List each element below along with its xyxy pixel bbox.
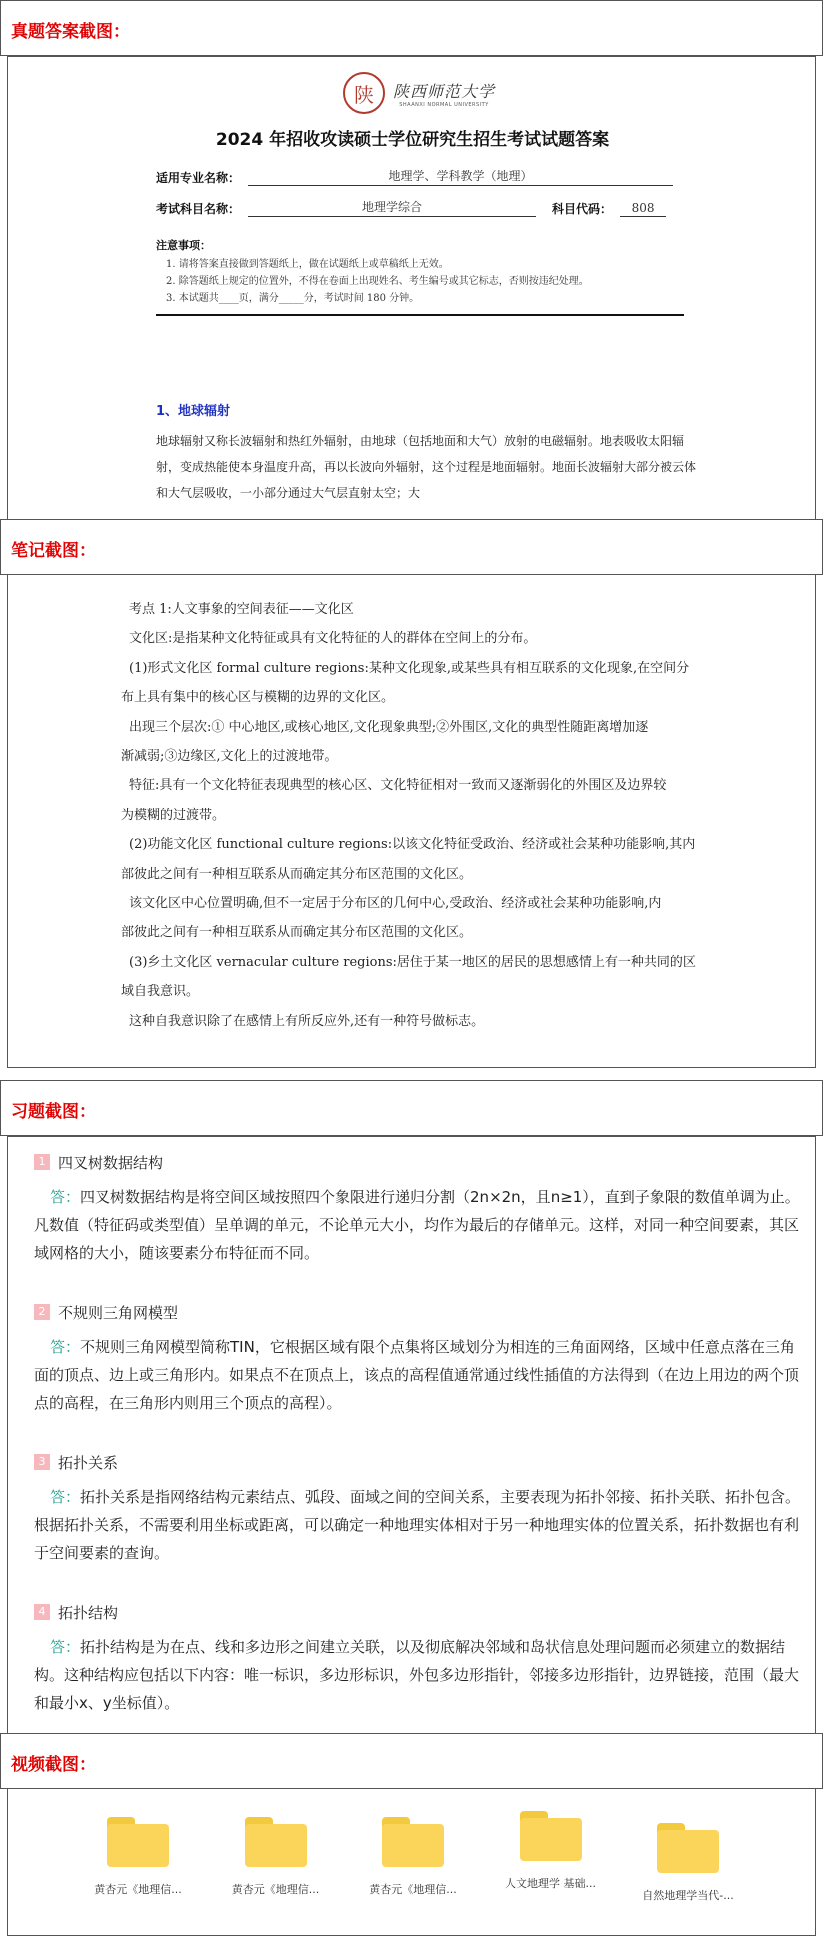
- answer-paragraph: 地球辐射又称长波辐射和热红外辐射，由地球（包括地面和大气）放射的电磁辐射。地表吸收太阳辐射，变成热能使本身温度升高，再以长波向外辐射，这个过程是地面辐射。地面长波辐射大部分被云体和大气层吸收，一小部分通过大气层直射太空；大: [156, 434, 697, 500]
- major-label: 适用专业名称：: [156, 171, 241, 185]
- exam-title: 2024 年招收攻读硕士学位研究生招生考试试题答案: [215, 130, 610, 150]
- video-section-title: 视频截图：: [0, 1733, 823, 1789]
- major-row: [156, 167, 673, 186]
- note-line: 部彼此之间有一种相互联系从而确定其分布区范围的文化区。: [121, 925, 473, 941]
- notice-item: 2. 除答题纸上规定的位置外，不得在卷面上出现姓名、考生编号或其它标志，否则按违纪处理。: [166, 276, 589, 287]
- video-screenshot: [7, 1788, 816, 1936]
- note-line: (3)乡土文化区 vernacular culture regions:居住于某一地区的居民的思想感情上有一种共同的区: [129, 954, 696, 970]
- subject-value: 地理学综合: [248, 198, 536, 217]
- exercise-title: 不规则三角网模型: [58, 1303, 179, 1322]
- note-line: 布上具有集中的核心区与模糊的边界的文化区。: [121, 690, 395, 706]
- subject-label: 考试科目名称：: [156, 202, 241, 216]
- notes-section-title: 笔记截图：: [0, 519, 823, 575]
- notice-item: 1. 请将答案直接做到答题纸上，做在试题纸上或草稿纸上无效。: [166, 259, 449, 270]
- folder-item[interactable]: [633, 1817, 743, 1903]
- exercise-item: [34, 1449, 809, 1567]
- exercise-title: 拓扑关系: [58, 1453, 119, 1472]
- notice-item: 3. 本试题共____页，满分_____分，考试时间 180 分钟。: [166, 293, 420, 304]
- folder-icon: [657, 1823, 719, 1873]
- folder-label: 黄杏元《地理信...: [369, 1883, 457, 1896]
- notes-heading: 注意事项：: [156, 239, 211, 252]
- folder-label: 自然地理学当代-...: [642, 1889, 734, 1902]
- exercise-text: 不规则三角网模型简称TIN，它根据区域有限个点集将区域划分为相连的三角面网络，区域中任意点落在三角面的顶点、边上或三角形内。如果点不在顶点上，该点的高程值通常通过线性插值的方法得到（在边上用边的两个顶点的高程，在三角形内则用三个顶点的高程）。: [34, 1338, 800, 1412]
- exercise-screenshot: [7, 1136, 816, 1740]
- folder-label: 黄杏元《地理信...: [231, 1883, 320, 1896]
- folder-list: [83, 1817, 743, 1903]
- university-seal-icon: 陕: [343, 72, 385, 114]
- exercise-item: [34, 1299, 809, 1417]
- folder-icon: [382, 1817, 444, 1867]
- folder-item[interactable]: [358, 1817, 468, 1903]
- folder-icon: [245, 1817, 307, 1867]
- exercise-item: [34, 1599, 809, 1717]
- folder-item[interactable]: [83, 1817, 193, 1903]
- note-line: 渐减弱;③边缘区,文化上的过渡地带。: [121, 749, 338, 765]
- exercise-item: [34, 1149, 809, 1267]
- exercise-text: 拓扑结构是为在点、线和多边形之间建立关联，以及彻底解决邻域和岛状信息处理问题而必须建立的数据结构。这种结构应包括以下内容：唯一标识，多边形标识，外包多边形指针，邻接多边形指针，边界链接，范围（最大和最小x、y坐标值）。: [34, 1638, 800, 1712]
- note-line: (2)功能文化区 functional culture regions:以该文化特征受政治、经济或社会某种功能影响,其内: [129, 837, 696, 853]
- note-line: 部彼此之间有一种相互联系从而确定其分布区范围的文化区。: [121, 866, 473, 882]
- answer-prefix: 答：: [50, 1338, 81, 1356]
- folder-icon: [107, 1817, 169, 1867]
- exercise-text: 四叉树数据结构是将空间区域按照四个象限进行递归分割（2n×2n，且n≥1），直到子象限的数值单调为止。凡数值（特征码或类型值）呈单调的单元，不论单元大小，均作为最后的存储单元。这样，对同一种空间要素，其区域网格的大小，随该要素分布特征而不同。: [34, 1188, 800, 1262]
- exercise-number: 3: [34, 1454, 50, 1470]
- exercise-title: 四叉树数据结构: [58, 1153, 164, 1172]
- note-line: 特征:具有一个文化特征表现典型的核心区、文化特征相对一致而又逐渐弱化的外围区及边界较: [129, 778, 667, 794]
- university-logo: [343, 69, 495, 117]
- university-name-en: SHAANXI NORMAL UNIVERSITY: [399, 101, 489, 108]
- note-line: 该文化区中心位置明确,但不一定居于分布区的几何中心,受政治、经济或社会某种功能影响,内: [129, 896, 662, 912]
- exercise-number: 4: [34, 1604, 50, 1620]
- exercise-number: 1: [34, 1154, 50, 1170]
- notes-screenshot: [7, 574, 816, 1068]
- note-line: 文化区:是指某种文化特征或具有文化特征的人的群体在空间上的分布。: [129, 631, 537, 647]
- answer-prefix: 答：: [50, 1488, 81, 1506]
- folder-item[interactable]: [221, 1817, 331, 1903]
- code-label: 科目代码：: [552, 202, 613, 216]
- folder-icon: [520, 1811, 582, 1861]
- subject-row: [156, 198, 666, 217]
- exercise-number: 2: [34, 1304, 50, 1320]
- code-value: 808: [620, 201, 666, 217]
- university-name: 陕西师范大学: [393, 81, 496, 101]
- folder-label: 黄杏元《地理信...: [94, 1883, 182, 1896]
- exercise-text: 拓扑关系是指网络结构元素结点、弧段、面域之间的空间关系，主要表现为拓扑邻接、拓扑关联、拓扑包含。根据拓扑关系，不需要利用坐标或距离，可以确定一种地理实体相对于另一种地理实体的位置关系，拓扑数据也有利于空间要素的查询。: [34, 1488, 801, 1562]
- exercise-title: 拓扑结构: [58, 1603, 119, 1622]
- note-line: 为模糊的过渡带。: [121, 807, 226, 823]
- note-line: 出现三个层次:① 中心地区,或核心地区,文化现象典型;②外围区,文化的典型性随距离增加逐: [129, 719, 649, 735]
- note-line: 域自我意识。: [121, 984, 200, 1000]
- answer-section-title: 真题答案截图：: [0, 0, 823, 56]
- folder-item[interactable]: [496, 1817, 606, 1903]
- major-value: 地理学、学科教学（地理）: [248, 167, 673, 186]
- answer-screenshot: [7, 56, 816, 526]
- folder-label: 人文地理学 基础...: [505, 1877, 596, 1890]
- divider: [156, 314, 684, 316]
- note-line: (1)形式文化区 formal culture regions:某种文化现象,或某些具有相互联系的文化现象,在空间分: [129, 660, 690, 676]
- question-heading: 1、地球辐射: [156, 404, 231, 419]
- exercise-section-title: 习题截图：: [0, 1080, 823, 1136]
- note-line: 考点 1:人文事象的空间表征——文化区: [129, 602, 354, 617]
- answer-prefix: 答：: [50, 1638, 81, 1656]
- answer-prefix: 答：: [50, 1188, 81, 1206]
- note-line: 这种自我意识除了在感情上有所反应外,还有一种符号做标志。: [129, 1013, 485, 1029]
